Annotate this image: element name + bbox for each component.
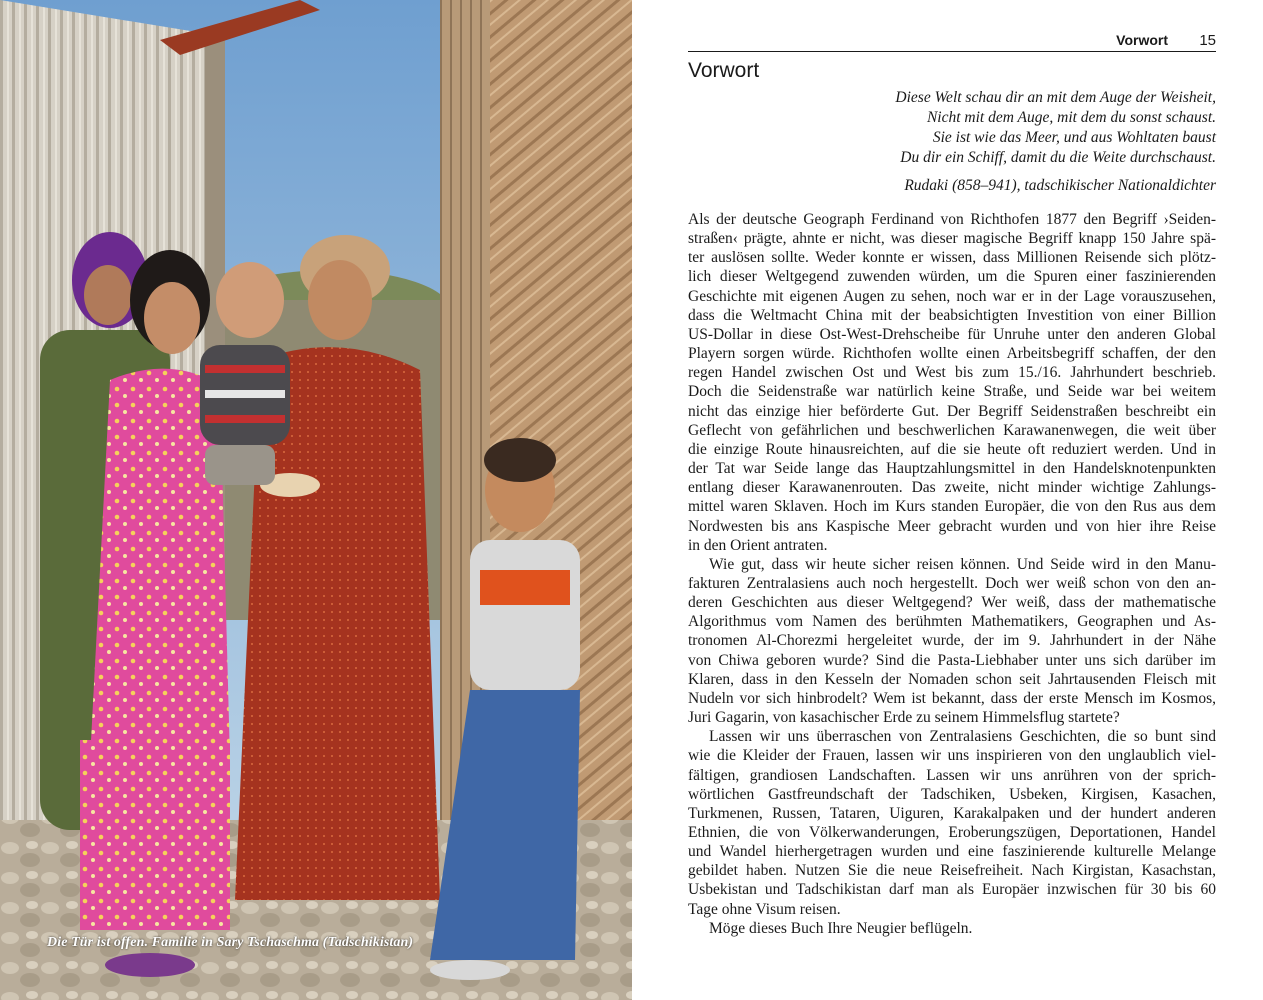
text-page (632, 0, 1263, 1000)
body-line: wie die Kleider der Frauen, lassen wir uns inspirieren von den unglaublich viel- (688, 747, 1216, 765)
body-line: von Chiwa geboren wurde? Sind die Pasta-Liebhaber unter uns sich darüber im (688, 651, 1216, 669)
body-line: der Tat war Seide lange das Hauptzahlungsmittel in den Handelsknotenpunkten (688, 460, 1216, 478)
body-line: US-Dollar in diese Ost-West-Drehscheibe für Unruhe unter den anderen Global (688, 325, 1216, 343)
body-line: Algorithmus vom Namen des berühmten Mathematikers, Geographen und As- (688, 613, 1216, 631)
body-line: tronomen Al-Chorezmi hergeleitet wurde, der im 9. Jahrhundert in der Nähe (688, 632, 1216, 650)
body-line: Lassen wir uns überraschen von Zentralasiens Geschichten, die so bunt sind (709, 728, 1216, 746)
epigraph-line: Sie ist wie das Meer, und aus Wohltaten baust (932, 129, 1216, 146)
body-line: Geschichte mit eigenen Augen zu sehen, noch war er in der Lage vorauszusehen, (688, 287, 1216, 305)
running-title: Vorwort (1116, 32, 1168, 48)
body-line: und Wandel hierhergetragen wurden und eine faszinierende kulturelle Melange (688, 843, 1216, 861)
chapter-title: Vorwort (688, 59, 760, 82)
body-line: regen Handel zwischen Ost und West bis zum 15./16. Jahrhundert beschrieb. (688, 364, 1216, 382)
body-line: Usbekistan und Tadschikistan darf man als Europäer inzwischen für 30 bis 60 (688, 881, 1216, 899)
body-line: in den Orient antraten. (688, 536, 828, 554)
epigraph-line: Nicht mit dem Auge, mit dem du sonst schaust. (926, 109, 1216, 126)
body-line: gebildet haben. Nutzen Sie die neue Reisefreiheit. Nach Kirgistan, Kasachstan, (688, 862, 1216, 880)
body-line: entlang dieser Karawanenrouten. Das zweite, nicht minder wichtige Zahlungs- (688, 479, 1216, 497)
photo-caption: Die Tür ist offen. Familie in Sary Tschaschma (Tadschikistan) (47, 935, 414, 950)
body-line: wörtlichen Gastfreundschaft der Tadschiken, Usbeken, Kirgisen, Kasachen, (688, 785, 1216, 803)
body-line: Geflecht von gefährlichen und beschwerlichen Karawanenwegen, die weit über (688, 421, 1216, 439)
body-line: mittel waren Sklaven. Hoch im Kurs standen Europäer, die von den Rus aus dem (688, 498, 1216, 516)
body-line: Juri Gagarin, von kasachischer Erde zu seinem Himmelsflug startete? (688, 709, 1120, 727)
body-line: Tage ohne Visum reisen. (688, 900, 841, 918)
body-line: Wie gut, dass wir heute sicher reisen können. Und Seide wird in den Manu- (709, 555, 1216, 573)
body-line: Nudeln vor sich hinbrodelt? Wem ist bekannt, dass der erste Mensch im Kosmos, (688, 689, 1216, 707)
body-line: dass die Weltmacht China mit der beabsichtigten Investition von einer Billion (688, 306, 1216, 324)
epigraph-line: Diese Welt schau dir an mit dem Auge der Weisheit, (895, 89, 1216, 106)
body-line: fakturen Zentralasiens auch noch hergestellt. Doch wer weiß schon von den an- (688, 574, 1216, 592)
epigraph-attribution: Rudaki (858–941), tadschikischer Nationaldichter (904, 177, 1216, 194)
epigraph (688, 88, 1216, 168)
body-line: Nordwesten bis ans Kaspische Meer gebracht wurden und von hier ihre Reise (688, 517, 1216, 535)
body-line: deren Geschichten aus dieser Weltgegend? Wer weiß, dass der mathematische (688, 594, 1216, 612)
running-head (688, 30, 1216, 52)
body-line: ter auslösen sollte. Weder konnte er wissen, dass Millionen Reisende sich plötz- (688, 249, 1216, 267)
epigraph-line: Du dir ein Schiff, damit du die Weite durchschaust. (900, 149, 1216, 166)
body-line: Ethnien, die von Völkerwanderungen, Eroberungszügen, Deportationen, Handel (688, 824, 1216, 841)
body-line: straßen‹ prägte, ahnte er nicht, was dieser magische Begriff knapp 150 Jahre spä- (688, 230, 1216, 248)
body-line: Möge dieses Buch Ihre Neugier beflügeln. (709, 919, 973, 937)
body-line: die einzige Route hinausreichten, auf die sie heute oft reduziert werden. Und in (688, 440, 1216, 458)
body-text (688, 210, 1216, 938)
body-line: Als der deutsche Geograph Ferdinand von Richthofen 1877 den Begriff ›Seiden- (688, 211, 1216, 228)
body-line: Turkmenen, Russen, Tataren, Uiguren, Karakalpaken und der hundert anderen (688, 804, 1216, 822)
body-line: Klaren, dass in den Kesseln der Nomaden schon seit Jahrtausenden Fleisch mit (688, 670, 1216, 688)
body-line: lich dieser Weltgegend zuwenden würden, um die Spuren einer faszinierenden (688, 268, 1216, 286)
page-number: 15 (1199, 32, 1216, 49)
body-line: nicht das einzige hier beförderte Gut. Der Begriff Seidenstraßen beschreibt ein (688, 402, 1216, 420)
body-line: Doch die Seidenstraße war natürlich keine Straße, und Seide war bei weitem (688, 383, 1216, 401)
body-line: Playern sorgen würde. Richthofen wollte einen Arbeitsbegriff schaffen, der den (688, 345, 1216, 363)
body-line: fältigen, grandiosen Landschaften. Lassen wir uns anrühren von der sprich- (688, 766, 1216, 784)
